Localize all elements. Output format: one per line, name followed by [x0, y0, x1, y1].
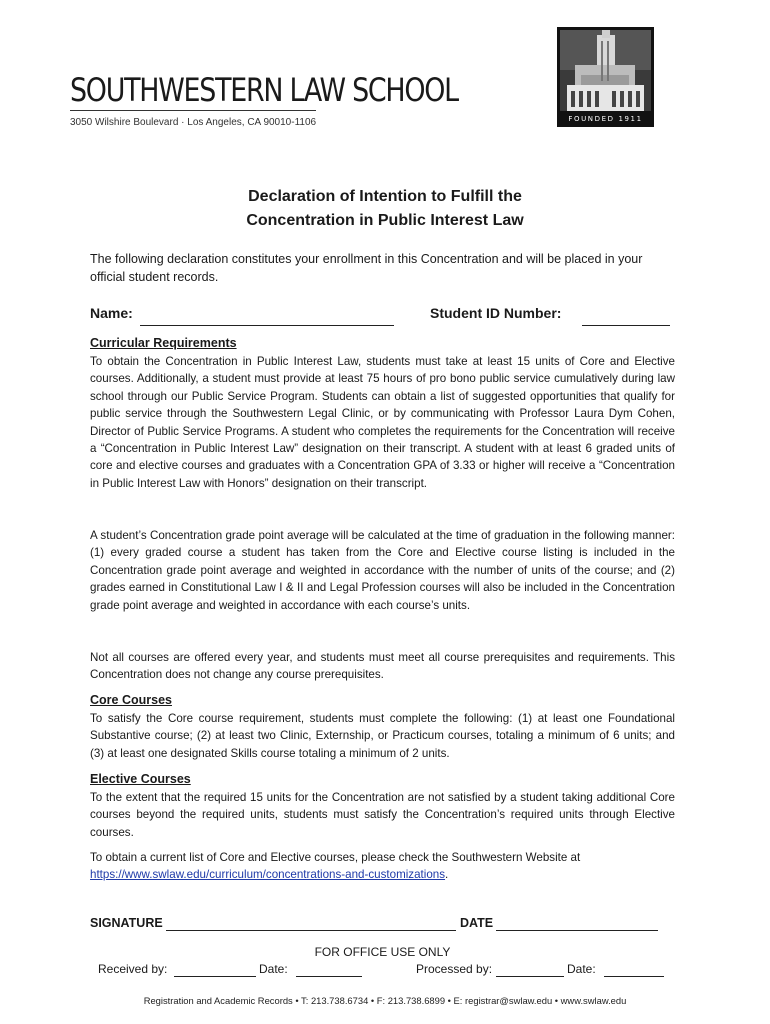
school-address: 3050 Wilshire Boulevard · Los Angeles, CA 90010-1106 [70, 117, 317, 128]
document-title [90, 185, 680, 233]
curricular-paragraph-3: Not all courses are offered every year, and students must meet all course prerequisites and requirements. This Concentration does not change any course prerequisites. [90, 651, 675, 682]
received-by-label: Received by: [98, 962, 168, 976]
processed-date-label: Date: [567, 962, 596, 976]
received-date-label: Date: [259, 962, 288, 976]
elective-courses-paragraph: To the extent that the required 15 units for the Concentration are not satisfied by a student taking additional Core courses beyond the required units, students must satisfy the Concentration’s required units through Elective courses. [90, 791, 675, 839]
school-name: SOUTHWESTERN LAW SCHOOL [70, 71, 458, 109]
curricular-requirements-heading: Curricular Requirements [90, 336, 237, 350]
office-use-heading: FOR OFFICE USE ONLY [314, 945, 451, 959]
website-text: To obtain a current list of Core and Elective courses, please check the Southwestern Website at [90, 851, 581, 864]
received-by-field[interactable] [174, 976, 256, 977]
signature-label: SIGNATURE [90, 916, 163, 930]
title-line-2: Concentration in Public Interest Law [246, 212, 524, 229]
signature-field[interactable] [166, 930, 456, 931]
school-logo [557, 27, 654, 127]
processed-by-label: Processed by: [416, 962, 493, 976]
intro-paragraph: The following declaration constitutes your enrollment in this Concentration and will be placed in your official student records. [90, 252, 643, 284]
date-label: DATE [460, 916, 494, 930]
processed-date-field[interactable] [604, 976, 664, 977]
student-id-label: Student ID Number: [430, 305, 562, 321]
student-id-field[interactable] [582, 325, 670, 326]
curricular-paragraph-2: A student’s Concentration grade point average will be calculated at the time of graduation in the following manner: (1) every graded course a student has taken from the Core and Elective course listing is included in the Concentration grade point average and weighted in accordance with the number of units of the course; and (2) grades earned in Constitutional Law I & II and Legal Profession courses will also be included in the Concentration grade point average and weighted in accordance with each course’s units. [90, 529, 675, 612]
concentrations-link[interactable]: https://www.swlaw.edu/curriculum/concentrations-and-customizations [90, 868, 446, 882]
curricular-paragraph-1: To obtain the Concentration in Public Interest Law, students must take at least 15 units of Core and Elective courses. Additionally, a student must provide at least 75 hours of pro bono public service cumulatively during law school through our Public Service Program. Students can obtain a list of suggested opportunities that qualify for public service through the Southwestern Legal Clinic, or by communicating with Professor Laura Dym Cohen, Director of Public Service Programs. A student who completes the requirements for the Concentration will receive a “Concentration in Public Interest Law” designation on their transcript. A student with at least 6 graded units of core and elective courses and graduates with a Concentration GPA of 3.33 or higher will receive a “Concentration in Public Interest Law with Honors” designation on their transcript. [90, 355, 675, 490]
website-paragraph [90, 849, 675, 884]
footer-contact: Registration and Academic Records • T: 213.738.6734 • F: 213.738.6899 • E: registrar@swlaw.edu • www.swlaw.edu [143, 995, 627, 1006]
header-divider [70, 110, 316, 111]
logo-caption: FOUNDED 1911 [568, 115, 643, 123]
name-field[interactable] [140, 325, 394, 326]
processed-by-field[interactable] [496, 976, 564, 977]
core-courses-heading: Core Courses [90, 693, 172, 707]
name-label: Name: [90, 305, 133, 321]
core-courses-paragraph: To satisfy the Core course requirement, students must complete the following: (1) at least one Foundational Substantive course; (2) at least two Clinic, Externship, or Practicum courses, totaling a minimum of 6 units; and (3) at least one designated Skills course totaling a minimum of 2 units. [90, 712, 675, 760]
date-field[interactable] [496, 930, 658, 931]
received-date-field[interactable] [296, 976, 362, 977]
title-line-1: Declaration of Intention to Fulfill the [248, 188, 522, 205]
website-period: . [445, 868, 449, 882]
elective-courses-heading: Elective Courses [90, 772, 191, 786]
